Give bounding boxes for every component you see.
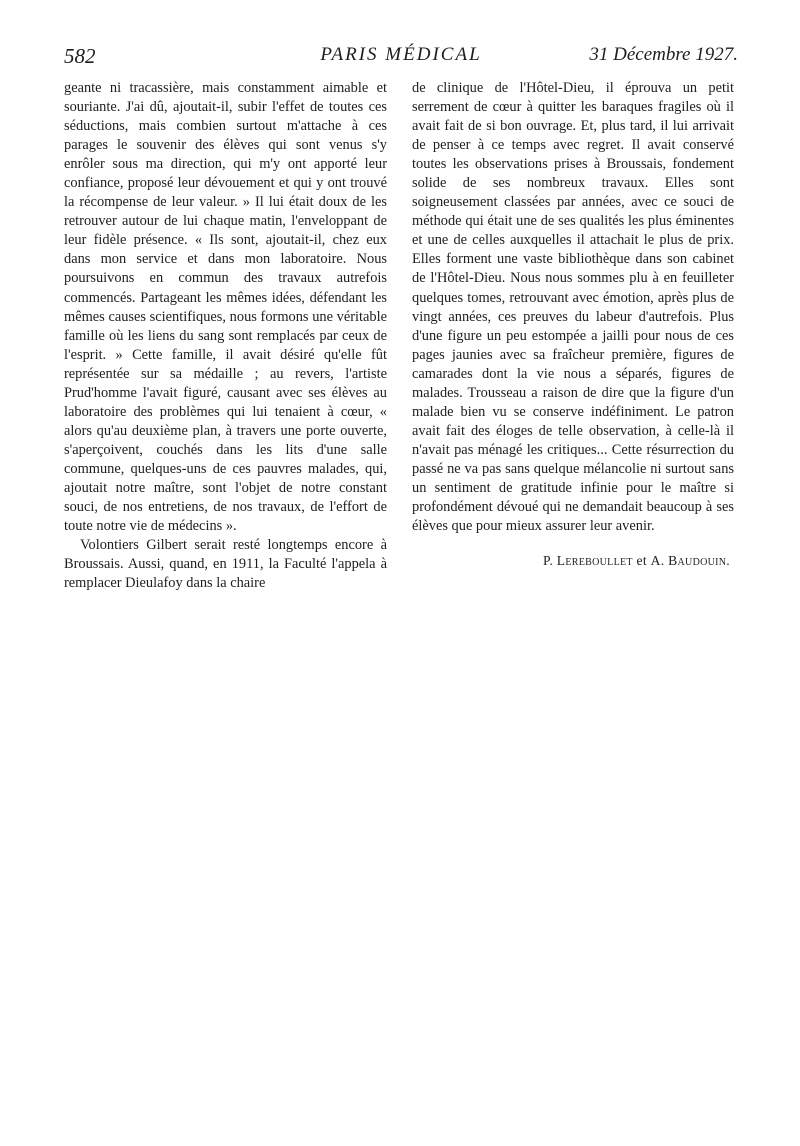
page-number: 582 xyxy=(64,44,96,68)
article-paragraph: geante ni tracassière, mais constamment aimable et souriante. J'ai dû, ajoutait-il, subir l'effet de toutes ces séductions, mais combien surtout m'attache à ces parages le souvenir des élèves qui sont venus s'y enrôler sous ma direction, qui m'y ont apporté leur confiance, proposé leur dévouement et qui y ont trouvé la récompense de leur valeur. » Il lui était doux de les retrouver autour de lui chaque matin, l'enveloppant de leur fidèle présence. « Ils sont, ajoutait-il, chez eux dans mon service et dans mon laboratoire. Nous poursuivons en commun des travaux autrefois commencés. Partageant les mêmes idées, défendant les mêmes causes scientifiques, nous formons une véritable famille où les liens du sang sont remplacés par ceux de l'esprit. » Cette famille, il avait désiré qu'elle fût représentée sur sa médaille ; au revers, l'artiste Prud'homme l'avait figuré, causant avec ses élèves au laboratoire des problèmes qui lui tenaient à cœur, « alors qu'au deuxième plan, à travers une porte ouverte, s'aperçoivent, couchés dans les lits d'une salle commune, quelques-uns de ces pauvres malades, qui, ajoutait notre maître, sont l'objet de notre constant souci, de nos entretiens, de nos travaux, de l'effort de toute notre vie de médecins ». xyxy=(64,80,387,535)
signature-conjunction: et xyxy=(636,553,647,569)
left-column xyxy=(64,79,387,593)
author-name: P. Lereboullet xyxy=(543,553,633,569)
article-paragraph: Volontiers Gilbert serait resté longtemps encore à Broussais. Aussi, quand, en 1911, la Faculté l'appela à remplacer Dieulafoy dans la chaire xyxy=(64,537,387,592)
right-column xyxy=(412,79,734,570)
author-name: A. Baudouin. xyxy=(650,553,730,569)
issue-date: 31 Décembre 1927. xyxy=(589,44,738,65)
author-signature xyxy=(412,551,734,570)
article-paragraph: de clinique de l'Hôtel-Dieu, il éprouva un petit serrement de cœur à quitter les baraques fragiles où il avait fait de si bon ouvrage. Et, plus tard, il lui arrivait de penser à ce temps avec regret. Il avait conservé toutes les observations prises à Broussais, fondement solide de ses nombreux travaux. Elles sont soigneusement classées par années, avec ce souci de méthode qui était une de ses qualités les plus éminentes et une de celles auxquelles il attachait le plus de prix. Elles forment une vaste bibliothèque dans son cabinet de l'Hôtel-Dieu. Nous nous sommes plu à en feuilleter quelques tomes, retrouvant avec émotion, après plus de vingt années, ces preuves du labeur d'autrefois. Plus d'une figure un peu estompée a jailli pour nous de ces pages jaunies avec sa fraîcheur première, figures de camarades dont la vie nous a séparés, figures de malades. Trousseau a raison de dire que la figure d'un malade bien vu se conserve indéfiniment. Le patron avait fait des éloges de telle observation, à celle-là il n'avait pas ménagé les critiques... Cette résurrection du passé ne va pas sans quelque mélancolie ni surtout sans un sentiment de gratitude infinie pour le maître si profondément dévoué qui ne demandait beaucoup à ses élèves que pour mieux assurer leur avenir. xyxy=(412,80,734,535)
journal-title: PARIS MÉDICAL xyxy=(320,44,482,65)
page-header xyxy=(64,44,738,72)
